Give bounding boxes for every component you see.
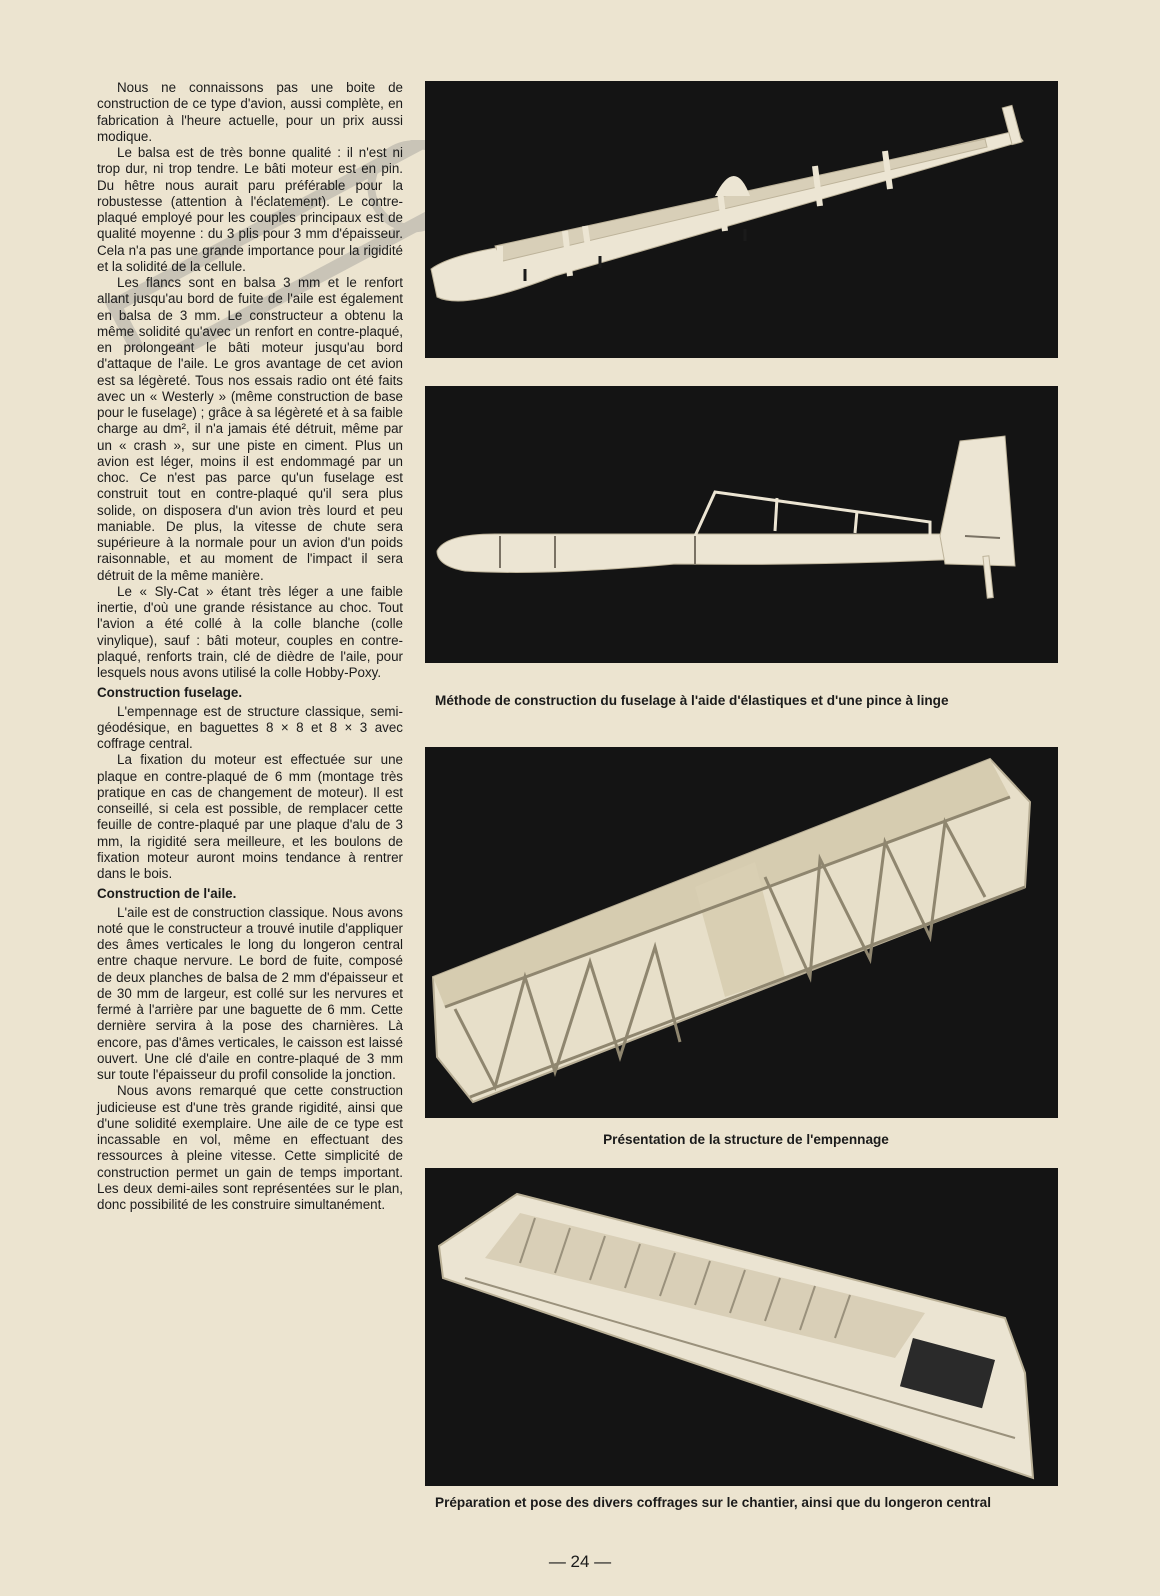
article-paragraph: L'aile est de construction classique. Nous avons noté que le constructeur a trouvé inutile d'appliquer des âmes verticales le long du longeron central entre chaque nervure. Le bord de fuite, composé de deux planches de balsa de 2 mm d'épaisseur et de 30 mm de largeur, est collé sur les nervures et fermé à l'arrière par une baguette de 6 mm. Cette dernière servira à la pose des charnières. Là encore, pas d'âmes verticales, le caisson est laissé ouvert. Une clé d'aile en contre-plaqué de 3 mm sur toute l'épaisseur du profil consolide la jonction.: [97, 904, 403, 1082]
heading-construction-aile: Construction de l'aile.: [97, 886, 237, 902]
caption-aile: Préparation et pose des divers coffrages sur le chantier, ainsi que du longeron central: [435, 1495, 991, 1510]
heading-construction-fuselage: Construction fuselage.: [97, 685, 243, 701]
page-number: — 24 —: [548, 1552, 612, 1571]
article-paragraph: L'empennage est de structure classique, semi-géodésique, en baguettes 8 × 8 et 8 × 3 avec coffrage central.: [97, 703, 403, 751]
photo-fuselage-side: [425, 386, 1058, 663]
article-paragraph: Nous avons remarqué que cette construction judicieuse est d'une très grande rigidité, ainsi que d'une solidité exemplaire. Une aile de ce type est incassable en vol, même en effectuant des ressources à pleine vitesse. Cette simplicité de construction permet un gain de temps important. Les deux demi-ailes sont représentées sur le plan, donc possibilité de les construire simultanément.: [97, 1083, 403, 1212]
article-paragraph: Le balsa est de très bonne qualité : il n'est ni trop dur, ni trop tendre. Le bâti moteur est en pin. Du hêtre nous aurait paru préférable pour la robustesse (attention à l'éclatement). Le contre-plaqué employé pour les couples principaux est de qualité moyenne : du 3 plis pour 3 mm d'épaisseur. Cela n'a pas une grande importance pour la rigidité et la solidité de la cellule.: [97, 145, 403, 274]
caption-fuselage: Méthode de construction du fuselage à l'aide d'élastiques et d'une pince à linge: [435, 693, 949, 708]
photo-wing-sheeting: [425, 1168, 1058, 1486]
article-text-column: [97, 80, 403, 1213]
photo-fuselage-frame: [425, 81, 1058, 358]
article-paragraph: Le « Sly-Cat » étant très léger a une faible inertie, d'où une grande résistance au choc. Tout l'avion a été collé à la colle blanche (colle vinylique), sauf : bâti moteur, couples en contre-plaqué, renforts train, clé de dièdre de l'aile, pour lesquels nous avons utilisé la colle Hobby-Poxy.: [97, 583, 403, 680]
article-paragraph: Nous ne connaissons pas une boite de construction de ce type d'avion, aussi complète, en fabrication à l'heure actuelle, pour un prix aussi modique.: [97, 80, 403, 144]
article-paragraph: Les flancs sont en balsa 3 mm et le renfort allant jusqu'au bord de fuite de l'aile est également en balsa de 3 mm. Le constructeur a obtenu la même solidité qu'avec un renfort en contre-plaqué, en prolongeant le bâti moteur jusqu'au bord d'attaque de l'aile. Le gros avantage de cet avion est sa légèreté. Tous nos essais radio ont été faits avec un « Westerly » (même construction de base pour le fuselage) ; grâce à sa légèreté et à sa faible charge au dm², il n'a jamais été détruit, même par un « crash », sur une piste en ciment. Plus un avion est léger, moins il est endommagé par un choc. Ce n'est pas parce qu'un fuselage est construit tout en contre-plaqué qu'il sera plus solide, on disposera d'un avion très lourd et peu maniable. De plus, la vitesse de chute sera supérieure à la normale pour un avion d'un poids raisonnable, et au moment de l'impact il sera détruit de la même manière.: [97, 275, 403, 583]
photo-tailplane-structure: [425, 747, 1058, 1118]
caption-empennage: Présentation de la structure de l'empennage: [603, 1132, 889, 1147]
article-paragraph: La fixation du moteur est effectuée sur une plaque en contre-plaqué de 6 mm (montage très pratique en cas de changement de moteur). Il est conseillé, si cela est possible, de remplacer cette feuille de contre-plaqué par une plaque d'alu de 3 mm, la rigidité sera meilleure, et les boulons de fixation moteur auront moins tendance à rentrer dans le bois.: [97, 752, 403, 881]
